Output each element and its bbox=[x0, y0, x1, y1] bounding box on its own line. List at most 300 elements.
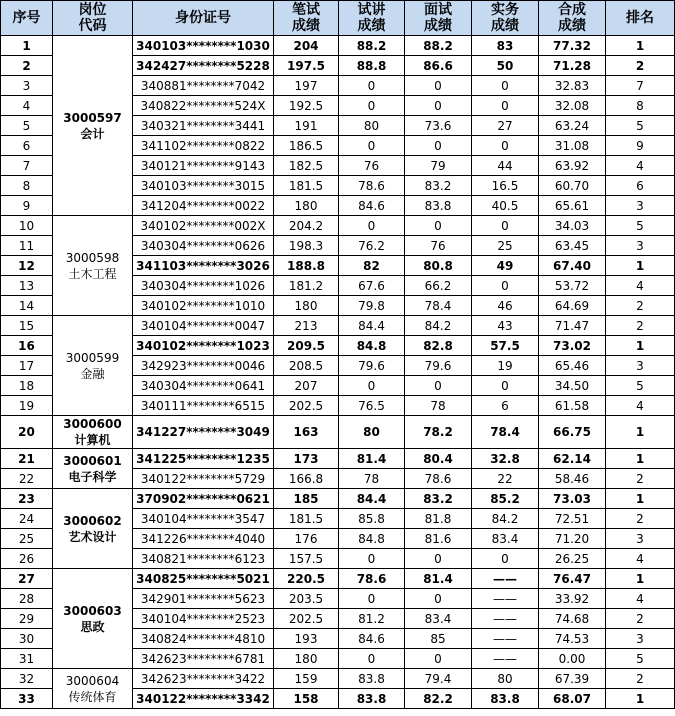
total-score-cell: 64.69 bbox=[539, 296, 606, 316]
interview-score-cell: 81.8 bbox=[405, 509, 472, 529]
total-score-cell: 34.50 bbox=[539, 376, 606, 396]
id-number-cell: 341225********1235 bbox=[133, 449, 274, 469]
post-code-cell bbox=[53, 216, 133, 316]
total-score-cell: 65.46 bbox=[539, 356, 606, 376]
total-score-cell: 63.92 bbox=[539, 156, 606, 176]
written-score-cell: 193 bbox=[274, 629, 339, 649]
written-score-cell: 180 bbox=[274, 649, 339, 669]
id-number-cell: 342623********6781 bbox=[133, 649, 274, 669]
seq-cell: 15 bbox=[1, 316, 53, 336]
rank-cell: 7 bbox=[606, 76, 675, 96]
practice-score-cell: 0 bbox=[472, 549, 539, 569]
rank-cell: 4 bbox=[606, 276, 675, 296]
rank-cell: 8 bbox=[606, 96, 675, 116]
header-written-score: 笔试 成绩 bbox=[274, 1, 339, 36]
interview-score-cell: 0 bbox=[405, 76, 472, 96]
lecture-score-cell: 79.8 bbox=[339, 296, 405, 316]
lecture-score-cell: 76.2 bbox=[339, 236, 405, 256]
total-score-cell: 65.61 bbox=[539, 196, 606, 216]
lecture-score-cell: 0 bbox=[339, 376, 405, 396]
rank-cell: 4 bbox=[606, 589, 675, 609]
interview-score-cell: 83.2 bbox=[405, 489, 472, 509]
seq-cell: 33 bbox=[1, 689, 53, 709]
practice-score-cell: 0 bbox=[472, 76, 539, 96]
seq-cell: 3 bbox=[1, 76, 53, 96]
total-score-cell: 74.68 bbox=[539, 609, 606, 629]
written-score-cell: 186.5 bbox=[274, 136, 339, 156]
rank-cell: 1 bbox=[606, 689, 675, 709]
seq-cell: 4 bbox=[1, 96, 53, 116]
post-code: 3000599 bbox=[65, 350, 120, 365]
seq-cell: 23 bbox=[1, 489, 53, 509]
total-score-cell: 32.08 bbox=[539, 96, 606, 116]
total-score-cell: 0.00 bbox=[539, 649, 606, 669]
post-name: 传统体育 bbox=[68, 689, 117, 704]
id-number-cell: 340881********7042 bbox=[133, 76, 274, 96]
id-number-cell: 340102********1023 bbox=[133, 336, 274, 356]
written-score-cell: 181.5 bbox=[274, 176, 339, 196]
written-score-cell: 220.5 bbox=[274, 569, 339, 589]
rank-cell: 2 bbox=[606, 316, 675, 336]
practice-score-cell: 80 bbox=[472, 669, 539, 689]
written-score-cell: 198.3 bbox=[274, 236, 339, 256]
post-name: 金融 bbox=[80, 366, 105, 381]
id-number-cell: 340822********524X bbox=[133, 96, 274, 116]
written-score-cell: 204 bbox=[274, 36, 339, 56]
interview-score-cell: 76 bbox=[405, 236, 472, 256]
post-code: 3000604 bbox=[65, 673, 120, 688]
seq-cell: 17 bbox=[1, 356, 53, 376]
lecture-score-cell: 84.8 bbox=[339, 529, 405, 549]
post-code: 3000597 bbox=[63, 110, 122, 125]
post-code: 3000598 bbox=[65, 250, 120, 265]
total-score-cell: 72.51 bbox=[539, 509, 606, 529]
lecture-score-cell: 0 bbox=[339, 136, 405, 156]
lecture-score-cell: 84.6 bbox=[339, 196, 405, 216]
table-row bbox=[1, 669, 675, 689]
interview-score-cell: 88.2 bbox=[405, 36, 472, 56]
seq-cell: 1 bbox=[1, 36, 53, 56]
seq-cell: 12 bbox=[1, 256, 53, 276]
id-number-cell: 341204********0022 bbox=[133, 196, 274, 216]
post-code: 3000602 bbox=[63, 513, 122, 528]
practice-score-cell: —— bbox=[472, 629, 539, 649]
practice-score-cell: 0 bbox=[472, 136, 539, 156]
written-score-cell: 176 bbox=[274, 529, 339, 549]
written-score-cell: 182.5 bbox=[274, 156, 339, 176]
total-score-cell: 71.47 bbox=[539, 316, 606, 336]
practice-score-cell: 32.8 bbox=[472, 449, 539, 469]
lecture-score-cell: 67.6 bbox=[339, 276, 405, 296]
practice-score-cell: 85.2 bbox=[472, 489, 539, 509]
total-score-cell: 31.08 bbox=[539, 136, 606, 156]
table-row bbox=[1, 489, 675, 509]
total-score-cell: 58.46 bbox=[539, 469, 606, 489]
lecture-score-cell: 84.8 bbox=[339, 336, 405, 356]
table-row bbox=[1, 416, 675, 449]
practice-score-cell: 83.8 bbox=[472, 689, 539, 709]
interview-score-cell: 81.4 bbox=[405, 569, 472, 589]
total-score-cell: 67.39 bbox=[539, 669, 606, 689]
post-code-cell bbox=[53, 569, 133, 669]
seq-cell: 20 bbox=[1, 416, 53, 449]
total-score-cell: 67.40 bbox=[539, 256, 606, 276]
total-score-cell: 71.28 bbox=[539, 56, 606, 76]
seq-cell: 28 bbox=[1, 589, 53, 609]
total-score-cell: 63.45 bbox=[539, 236, 606, 256]
rank-cell: 2 bbox=[606, 609, 675, 629]
lecture-score-cell: 79.6 bbox=[339, 356, 405, 376]
id-number-cell: 340104********2523 bbox=[133, 609, 274, 629]
total-score-cell: 76.47 bbox=[539, 569, 606, 589]
rank-cell: 9 bbox=[606, 136, 675, 156]
interview-score-cell: 0 bbox=[405, 136, 472, 156]
lecture-score-cell: 84.4 bbox=[339, 489, 405, 509]
interview-score-cell: 85 bbox=[405, 629, 472, 649]
written-score-cell: 173 bbox=[274, 449, 339, 469]
lecture-score-cell: 78.6 bbox=[339, 569, 405, 589]
written-score-cell: 159 bbox=[274, 669, 339, 689]
seq-cell: 8 bbox=[1, 176, 53, 196]
written-score-cell: 163 bbox=[274, 416, 339, 449]
practice-score-cell: 19 bbox=[472, 356, 539, 376]
interview-score-cell: 80.8 bbox=[405, 256, 472, 276]
practice-score-cell: 83.4 bbox=[472, 529, 539, 549]
header-row bbox=[1, 1, 675, 36]
interview-score-cell: 78.6 bbox=[405, 469, 472, 489]
total-score-cell: 77.32 bbox=[539, 36, 606, 56]
interview-score-cell: 73.6 bbox=[405, 116, 472, 136]
written-score-cell: 204.2 bbox=[274, 216, 339, 236]
seq-cell: 26 bbox=[1, 549, 53, 569]
written-score-cell: 202.5 bbox=[274, 396, 339, 416]
header-seq: 序号 bbox=[1, 1, 53, 36]
written-score-cell: 209.5 bbox=[274, 336, 339, 356]
post-name: 艺术设计 bbox=[68, 529, 117, 544]
seq-cell: 29 bbox=[1, 609, 53, 629]
lecture-score-cell: 0 bbox=[339, 649, 405, 669]
id-number-cell: 340825********5021 bbox=[133, 569, 274, 589]
rank-cell: 5 bbox=[606, 649, 675, 669]
total-score-cell: 32.83 bbox=[539, 76, 606, 96]
seq-cell: 18 bbox=[1, 376, 53, 396]
practice-score-cell: 27 bbox=[472, 116, 539, 136]
id-number-cell: 342623********3422 bbox=[133, 669, 274, 689]
practice-score-cell: 43 bbox=[472, 316, 539, 336]
lecture-score-cell: 78.6 bbox=[339, 176, 405, 196]
practice-score-cell: —— bbox=[472, 609, 539, 629]
practice-score-cell: 22 bbox=[472, 469, 539, 489]
interview-score-cell: 66.2 bbox=[405, 276, 472, 296]
interview-score-cell: 82.8 bbox=[405, 336, 472, 356]
total-score-cell: 33.92 bbox=[539, 589, 606, 609]
interview-score-cell: 0 bbox=[405, 649, 472, 669]
interview-score-cell: 80.4 bbox=[405, 449, 472, 469]
id-number-cell: 340104********3547 bbox=[133, 509, 274, 529]
post-name: 计算机 bbox=[74, 433, 111, 447]
practice-score-cell: 0 bbox=[472, 276, 539, 296]
written-score-cell: 208.5 bbox=[274, 356, 339, 376]
seq-cell: 19 bbox=[1, 396, 53, 416]
id-number-cell: 340304********0641 bbox=[133, 376, 274, 396]
interview-score-cell: 83.4 bbox=[405, 609, 472, 629]
practice-score-cell: —— bbox=[472, 569, 539, 589]
seq-cell: 24 bbox=[1, 509, 53, 529]
written-score-cell: 197 bbox=[274, 76, 339, 96]
rank-cell: 1 bbox=[606, 416, 675, 449]
id-number-cell: 341102********0822 bbox=[133, 136, 274, 156]
practice-score-cell: 46 bbox=[472, 296, 539, 316]
header-practice-score: 实务 成绩 bbox=[472, 1, 539, 36]
id-number-cell: 341103********3026 bbox=[133, 256, 274, 276]
practice-score-cell: 44 bbox=[472, 156, 539, 176]
written-score-cell: 180 bbox=[274, 196, 339, 216]
practice-score-cell: 83 bbox=[472, 36, 539, 56]
written-score-cell: 166.8 bbox=[274, 469, 339, 489]
lecture-score-cell: 88.2 bbox=[339, 36, 405, 56]
post-code-cell bbox=[53, 669, 133, 709]
id-number-cell: 342923********0046 bbox=[133, 356, 274, 376]
rank-cell: 5 bbox=[606, 376, 675, 396]
interview-score-cell: 79.6 bbox=[405, 356, 472, 376]
seq-cell: 10 bbox=[1, 216, 53, 236]
header-lecture-score: 试讲 成绩 bbox=[339, 1, 405, 36]
written-score-cell: 197.5 bbox=[274, 56, 339, 76]
lecture-score-cell: 84.6 bbox=[339, 629, 405, 649]
lecture-score-cell: 81.4 bbox=[339, 449, 405, 469]
rank-cell: 2 bbox=[606, 296, 675, 316]
lecture-score-cell: 83.8 bbox=[339, 669, 405, 689]
seq-cell: 9 bbox=[1, 196, 53, 216]
rank-cell: 2 bbox=[606, 669, 675, 689]
id-number-cell: 340122********3342 bbox=[133, 689, 274, 709]
written-score-cell: 158 bbox=[274, 689, 339, 709]
lecture-score-cell: 83.8 bbox=[339, 689, 405, 709]
lecture-score-cell: 0 bbox=[339, 549, 405, 569]
seq-cell: 13 bbox=[1, 276, 53, 296]
interview-score-cell: 83.8 bbox=[405, 196, 472, 216]
seq-cell: 30 bbox=[1, 629, 53, 649]
post-code-cell bbox=[53, 489, 133, 569]
interview-score-cell: 81.6 bbox=[405, 529, 472, 549]
id-number-cell: 370902********0621 bbox=[133, 489, 274, 509]
practice-score-cell: 0 bbox=[472, 376, 539, 396]
id-number-cell: 340304********1026 bbox=[133, 276, 274, 296]
written-score-cell: 188.8 bbox=[274, 256, 339, 276]
practice-score-cell: 84.2 bbox=[472, 509, 539, 529]
id-number-cell: 340111********6515 bbox=[133, 396, 274, 416]
rank-cell: 1 bbox=[606, 569, 675, 589]
id-number-cell: 340103********1030 bbox=[133, 36, 274, 56]
written-score-cell: 181.2 bbox=[274, 276, 339, 296]
id-number-cell: 342901********5623 bbox=[133, 589, 274, 609]
total-score-cell: 68.07 bbox=[539, 689, 606, 709]
interview-score-cell: 78.4 bbox=[405, 296, 472, 316]
post-name: 电子科学 bbox=[68, 469, 117, 484]
rank-cell: 6 bbox=[606, 176, 675, 196]
post-name: 会计 bbox=[80, 126, 105, 141]
post-name: 土木工程 bbox=[68, 266, 117, 281]
lecture-score-cell: 76 bbox=[339, 156, 405, 176]
rank-cell: 1 bbox=[606, 449, 675, 469]
lecture-score-cell: 80 bbox=[339, 116, 405, 136]
rank-cell: 1 bbox=[606, 336, 675, 356]
id-number-cell: 340103********3015 bbox=[133, 176, 274, 196]
written-score-cell: 207 bbox=[274, 376, 339, 396]
seq-cell: 14 bbox=[1, 296, 53, 316]
total-score-cell: 73.02 bbox=[539, 336, 606, 356]
interview-score-cell: 83.2 bbox=[405, 176, 472, 196]
total-score-cell: 53.72 bbox=[539, 276, 606, 296]
header-post-code: 岗位 代码 bbox=[53, 1, 133, 36]
interview-score-cell: 86.6 bbox=[405, 56, 472, 76]
lecture-score-cell: 84.4 bbox=[339, 316, 405, 336]
post-name: 思政 bbox=[80, 619, 105, 634]
written-score-cell: 192.5 bbox=[274, 96, 339, 116]
interview-score-cell: 78 bbox=[405, 396, 472, 416]
rank-cell: 3 bbox=[606, 196, 675, 216]
seq-cell: 22 bbox=[1, 469, 53, 489]
rank-cell: 3 bbox=[606, 356, 675, 376]
post-code: 3000600 bbox=[63, 417, 122, 431]
table-row bbox=[1, 569, 675, 589]
rank-cell: 4 bbox=[606, 549, 675, 569]
rank-cell: 5 bbox=[606, 216, 675, 236]
practice-score-cell: 40.5 bbox=[472, 196, 539, 216]
post-code-cell bbox=[53, 449, 133, 489]
interview-score-cell: 0 bbox=[405, 216, 472, 236]
written-score-cell: 185 bbox=[274, 489, 339, 509]
seq-cell: 21 bbox=[1, 449, 53, 469]
written-score-cell: 213 bbox=[274, 316, 339, 336]
interview-score-cell: 0 bbox=[405, 96, 472, 116]
total-score-cell: 71.20 bbox=[539, 529, 606, 549]
written-score-cell: 202.5 bbox=[274, 609, 339, 629]
rank-cell: 3 bbox=[606, 529, 675, 549]
practice-score-cell: —— bbox=[472, 649, 539, 669]
table-row bbox=[1, 216, 675, 236]
seq-cell: 31 bbox=[1, 649, 53, 669]
interview-score-cell: 0 bbox=[405, 376, 472, 396]
written-score-cell: 191 bbox=[274, 116, 339, 136]
interview-score-cell: 79.4 bbox=[405, 669, 472, 689]
id-number-cell: 341226********4040 bbox=[133, 529, 274, 549]
post-code: 3000603 bbox=[63, 603, 122, 618]
seq-cell: 25 bbox=[1, 529, 53, 549]
practice-score-cell: —— bbox=[472, 589, 539, 609]
rank-cell: 1 bbox=[606, 256, 675, 276]
practice-score-cell: 57.5 bbox=[472, 336, 539, 356]
table-row bbox=[1, 449, 675, 469]
total-score-cell: 63.24 bbox=[539, 116, 606, 136]
table-row bbox=[1, 316, 675, 336]
written-score-cell: 157.5 bbox=[274, 549, 339, 569]
interview-score-cell: 84.2 bbox=[405, 316, 472, 336]
total-score-cell: 74.53 bbox=[539, 629, 606, 649]
post-code-cell bbox=[53, 316, 133, 416]
id-number-cell: 340102********002X bbox=[133, 216, 274, 236]
lecture-score-cell: 0 bbox=[339, 216, 405, 236]
header-interview-score: 面试 成绩 bbox=[405, 1, 472, 36]
interview-score-cell: 0 bbox=[405, 589, 472, 609]
written-score-cell: 203.5 bbox=[274, 589, 339, 609]
interview-score-cell: 82.2 bbox=[405, 689, 472, 709]
rank-cell: 1 bbox=[606, 36, 675, 56]
header-id-number: 身份证号 bbox=[133, 1, 274, 36]
rank-cell: 1 bbox=[606, 489, 675, 509]
seq-cell: 5 bbox=[1, 116, 53, 136]
id-number-cell: 340102********1010 bbox=[133, 296, 274, 316]
id-number-cell: 342427********5228 bbox=[133, 56, 274, 76]
practice-score-cell: 16.5 bbox=[472, 176, 539, 196]
rank-cell: 3 bbox=[606, 236, 675, 256]
id-number-cell: 340121********9143 bbox=[133, 156, 274, 176]
interview-score-cell: 79 bbox=[405, 156, 472, 176]
lecture-score-cell: 78 bbox=[339, 469, 405, 489]
practice-score-cell: 6 bbox=[472, 396, 539, 416]
seq-cell: 11 bbox=[1, 236, 53, 256]
practice-score-cell: 0 bbox=[472, 216, 539, 236]
seq-cell: 32 bbox=[1, 669, 53, 689]
seq-cell: 16 bbox=[1, 336, 53, 356]
practice-score-cell: 50 bbox=[472, 56, 539, 76]
total-score-cell: 26.25 bbox=[539, 549, 606, 569]
post-code-cell bbox=[53, 416, 133, 449]
interview-score-cell: 78.2 bbox=[405, 416, 472, 449]
rank-cell: 2 bbox=[606, 509, 675, 529]
practice-score-cell: 25 bbox=[472, 236, 539, 256]
id-number-cell: 340821********6123 bbox=[133, 549, 274, 569]
rank-cell: 2 bbox=[606, 469, 675, 489]
id-number-cell: 341227********3049 bbox=[133, 416, 274, 449]
rank-cell: 3 bbox=[606, 629, 675, 649]
lecture-score-cell: 0 bbox=[339, 76, 405, 96]
post-code: 3000601 bbox=[63, 453, 122, 468]
lecture-score-cell: 81.2 bbox=[339, 609, 405, 629]
practice-score-cell: 78.4 bbox=[472, 416, 539, 449]
table-body bbox=[1, 36, 675, 709]
interview-score-cell: 0 bbox=[405, 549, 472, 569]
lecture-score-cell: 80 bbox=[339, 416, 405, 449]
seq-cell: 6 bbox=[1, 136, 53, 156]
total-score-cell: 66.75 bbox=[539, 416, 606, 449]
rank-cell: 5 bbox=[606, 116, 675, 136]
seq-cell: 27 bbox=[1, 569, 53, 589]
lecture-score-cell: 88.8 bbox=[339, 56, 405, 76]
seq-cell: 7 bbox=[1, 156, 53, 176]
total-score-cell: 62.14 bbox=[539, 449, 606, 469]
total-score-cell: 73.03 bbox=[539, 489, 606, 509]
rank-cell: 4 bbox=[606, 156, 675, 176]
lecture-score-cell: 82 bbox=[339, 256, 405, 276]
rank-cell: 2 bbox=[606, 56, 675, 76]
lecture-score-cell: 0 bbox=[339, 96, 405, 116]
total-score-cell: 60.70 bbox=[539, 176, 606, 196]
id-number-cell: 340824********4810 bbox=[133, 629, 274, 649]
lecture-score-cell: 76.5 bbox=[339, 396, 405, 416]
id-number-cell: 340104********0047 bbox=[133, 316, 274, 336]
total-score-cell: 61.58 bbox=[539, 396, 606, 416]
rank-cell: 4 bbox=[606, 396, 675, 416]
id-number-cell: 340304********0626 bbox=[133, 236, 274, 256]
written-score-cell: 181.5 bbox=[274, 509, 339, 529]
lecture-score-cell: 0 bbox=[339, 589, 405, 609]
header-total-score: 合成 成绩 bbox=[539, 1, 606, 36]
post-code-cell bbox=[53, 36, 133, 216]
lecture-score-cell: 85.8 bbox=[339, 509, 405, 529]
total-score-cell: 34.03 bbox=[539, 216, 606, 236]
practice-score-cell: 0 bbox=[472, 96, 539, 116]
